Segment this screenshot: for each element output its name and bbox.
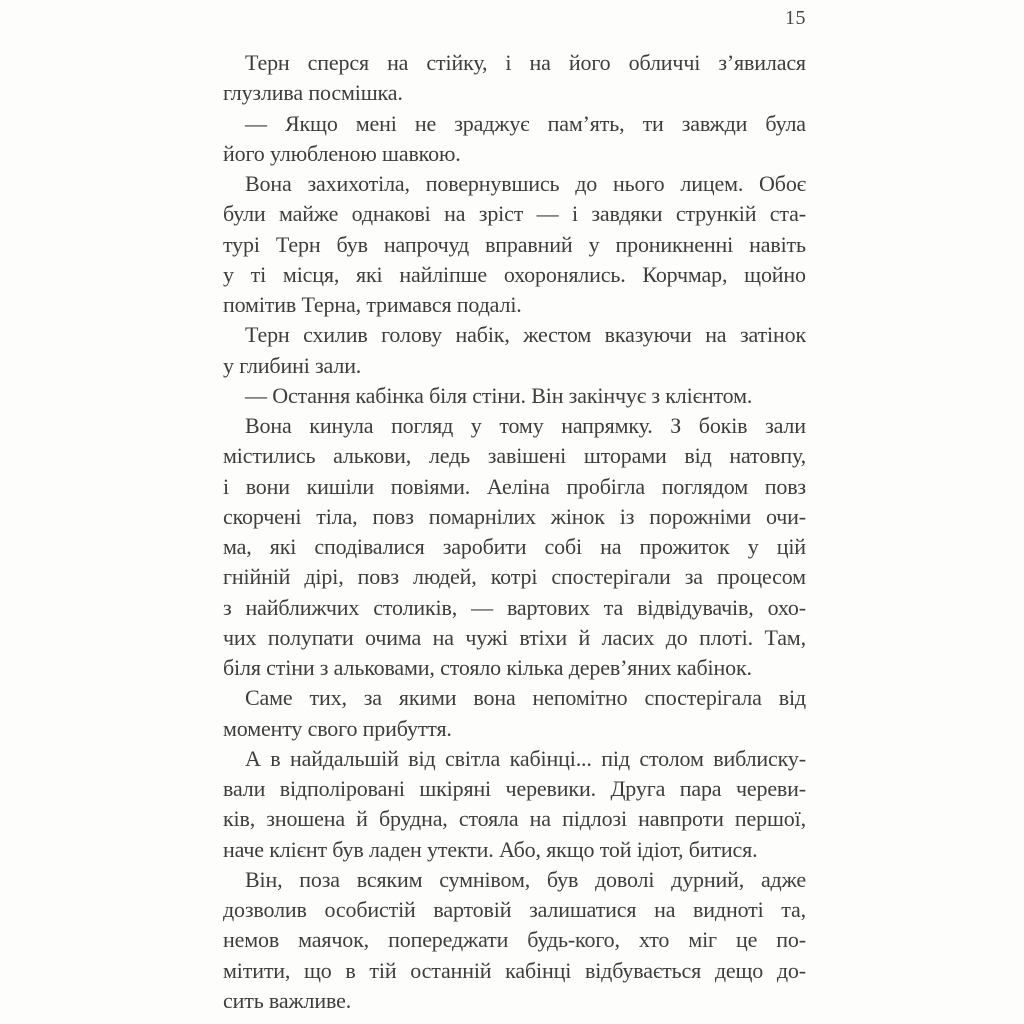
text-line: Вона кинула погляд у тому напрямку. З боків зали — [245, 413, 806, 438]
text-line: ків, зношена й брудна, стояла на підлозі навпроти першої, — [223, 806, 806, 832]
text-line: і вони кишіли повіями. Аеліна пробігла поглядом повз — [223, 473, 806, 499]
paragraph — [223, 411, 806, 683]
text-line: ма, які сподівалися заробити собі на прожиток у цій — [223, 534, 806, 559]
text-line: глузлива посмішка. — [223, 80, 403, 106]
text-line: сить важливе. — [223, 987, 352, 1013]
text-line: Терн сперся на стійку, і на його обличчі з’явилася — [245, 50, 806, 75]
text-line: Він, поза всяким сумнівом, був доволі дурний, адже — [245, 866, 806, 892]
page-number: 15 — [785, 7, 806, 29]
text-line: турі Терн був напрочуд вправний у проникненні навіть — [223, 231, 806, 257]
text-line: містились алькови, ледь завішені шторами від натовпу, — [223, 443, 806, 469]
text-line: Саме тих, за якими вона непомітно спостерігала від — [245, 685, 806, 711]
text-line: — Якщо мені не зраджує пам’ять, ти завжди була — [245, 110, 806, 136]
text-line: вали відполіровані шкіряні черевики. Друга пара череви- — [223, 776, 806, 801]
text-line: скорчені тіла, повз помарнілих жінок із порожніми очи- — [223, 503, 806, 529]
paragraph — [223, 320, 806, 381]
text-line: моменту свого прибуття. — [223, 715, 452, 741]
paragraph — [223, 744, 806, 865]
text-line: — Остання кабінка біля стіни. Він закінчує з клієнтом. — [245, 382, 753, 408]
text-line: гнійній дірі, повз людей, котрі спостерігали за процесом — [223, 564, 806, 590]
text-line: чих полупати очима на чужі втіхи й ласих до плоті. Там, — [223, 624, 806, 650]
text-line: у ті місця, які найліпше охоронялись. Корчмар, щойно — [223, 261, 806, 287]
text-line: були майже однакові на зріст — і завдяки стрункій ста- — [223, 201, 806, 227]
text-line: Терн схилив голову набік, жестом вказуючи на затінок — [245, 322, 806, 348]
text-line: помітив Терна, тримався подалі. — [223, 292, 522, 317]
text-line: мітити, що в тій останній кабінці відбувається дещо до- — [223, 957, 806, 983]
text-line: наче клієнт був ладен утекти. Або, якщо той ідіот, битися. — [223, 836, 758, 862]
paragraph — [223, 48, 806, 109]
text-line: дозволив особистій вартовій залишатися на видноті та, — [223, 897, 806, 922]
paragraph — [223, 109, 806, 170]
text-line: у глибині зали. — [223, 352, 362, 378]
text-line: Вона захихотіла, повернувшись до нього лицем. Обоє — [245, 171, 806, 196]
paragraph — [223, 865, 806, 1016]
text-line: з найближчих столиків, — вартових та відвідувачів, охо- — [223, 594, 806, 620]
text-line: його улюбленою шавкою. — [223, 140, 461, 166]
text-line: А в найдальшій від світла кабінці... під столом виблиску- — [245, 745, 806, 771]
paragraph — [223, 169, 806, 320]
page-text — [223, 48, 806, 1016]
paragraph — [223, 381, 806, 411]
paragraph — [223, 683, 806, 744]
text-line: біля стіни з альковами, стояло кілька дерев’яних кабінок. — [223, 655, 752, 680]
text-line: немов маячок, попереджати будь-кого, хто міг це по- — [223, 927, 806, 953]
